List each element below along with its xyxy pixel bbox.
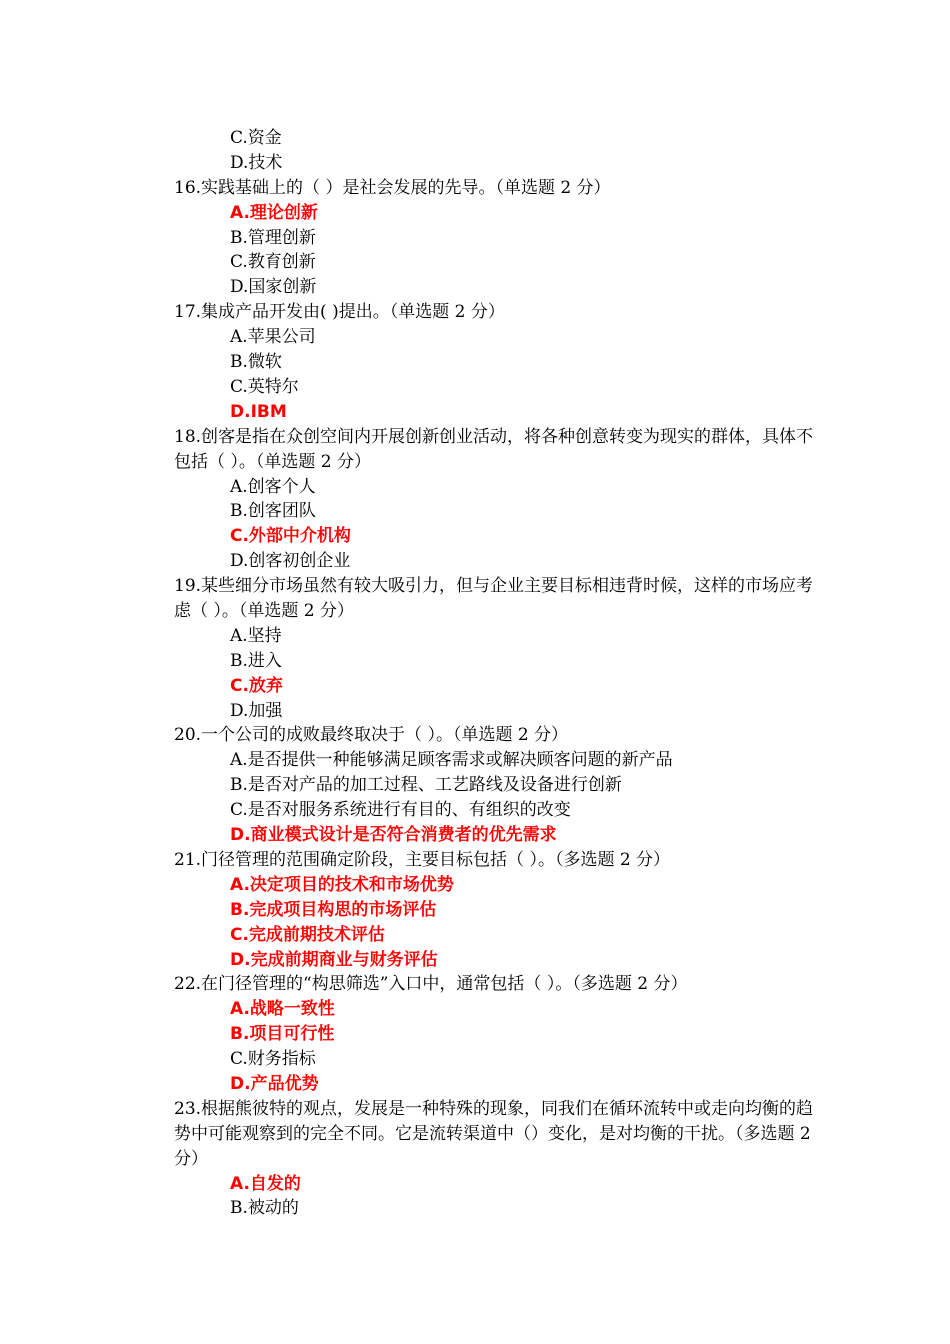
correct-answer-option: A.战略一致性 [230, 999, 335, 1020]
answer-option: B.管理创新 [230, 227, 316, 248]
answer-option: B.创客团队 [230, 501, 316, 522]
correct-answer-option: A.自发的 [230, 1173, 301, 1194]
answer-option: A.苹果公司 [230, 327, 316, 348]
answer-option: D.加强 [230, 700, 283, 721]
correct-answer-option: D.IBM [230, 401, 287, 422]
answer-option: B.微软 [230, 352, 282, 373]
answer-option: D.创客初创企业 [230, 551, 351, 572]
question-text: 19.某些细分市场虽然有较大吸引力，但与企业主要目标相违背时候，这样的市场应考虑（ ）。（单选题 2 分） [174, 576, 814, 621]
answer-option: C.是否对服务系统进行有目的、有组织的改变 [230, 800, 571, 821]
correct-answer-option: A.决定项目的技术和市场优势 [230, 874, 454, 895]
question-text: 22.在门径管理的“构思筛选”入口中，通常包括（ ）。（多选题 2 分） [174, 974, 688, 995]
answer-option: C.英特尔 [230, 376, 299, 397]
question-text: 20.一个公司的成败最终取决于（ ）。（单选题 2 分） [174, 725, 569, 746]
answer-option: D.国家创新 [230, 277, 317, 298]
answer-option: A.坚持 [230, 625, 282, 646]
question-text: 17.集成产品开发由( )提出。（单选题 2 分） [174, 302, 505, 323]
correct-answer-option: C.外部中介机构 [230, 526, 351, 547]
correct-answer-option: D.产品优势 [230, 1073, 319, 1094]
correct-answer-option: C.完成前期技术评估 [230, 924, 385, 945]
correct-answer-option: B.项目可行性 [230, 1024, 335, 1045]
correct-answer-option: B.完成项目构思的市场评估 [230, 899, 437, 920]
correct-answer-option: D.商业模式设计是否符合消费者的优先需求 [230, 825, 557, 846]
correct-answer-option: C.放弃 [230, 675, 283, 696]
answer-option: B.被动的 [230, 1198, 299, 1219]
answer-option: A.创客个人 [230, 476, 316, 497]
question-text: 21.门径管理的范围确定阶段，主要目标包括（ ）。（多选题 2 分） [174, 849, 671, 870]
answer-option: A.是否提供一种能够满足顾客需求或解决顾客问题的新产品 [230, 750, 673, 771]
answer-option: B.是否对产品的加工过程、工艺路线及设备进行创新 [230, 775, 622, 796]
answer-option: D.技术 [230, 152, 283, 173]
answer-option: B.进入 [230, 650, 282, 671]
answer-option: C.教育创新 [230, 252, 316, 273]
document-page [174, 126, 814, 1221]
question-text: 18.创客是指在众创空间内开展创新创业活动，将各种创意转变为现实的群体，具体不包括（ ）。（单选题 2 分） [174, 426, 814, 472]
correct-answer-option: D.完成前期商业与财务评估 [230, 949, 438, 970]
question-text: 16.实践基础上的（ ）是社会发展的先导。（单选题 2 分） [174, 177, 611, 198]
answer-option: C.资金 [230, 128, 282, 148]
answer-option: C.财务指标 [230, 1049, 316, 1070]
question-text: 23.根据熊彼特的观点，发展是一种特殊的现象，同我们在循环流转中或走向均衡的趋势中可能观察到的完全不同。它是流转渠道中（）变化，是对均衡的干扰。（多选题 2 分） [174, 1098, 814, 1169]
correct-answer-option: A.理论创新 [230, 202, 318, 223]
